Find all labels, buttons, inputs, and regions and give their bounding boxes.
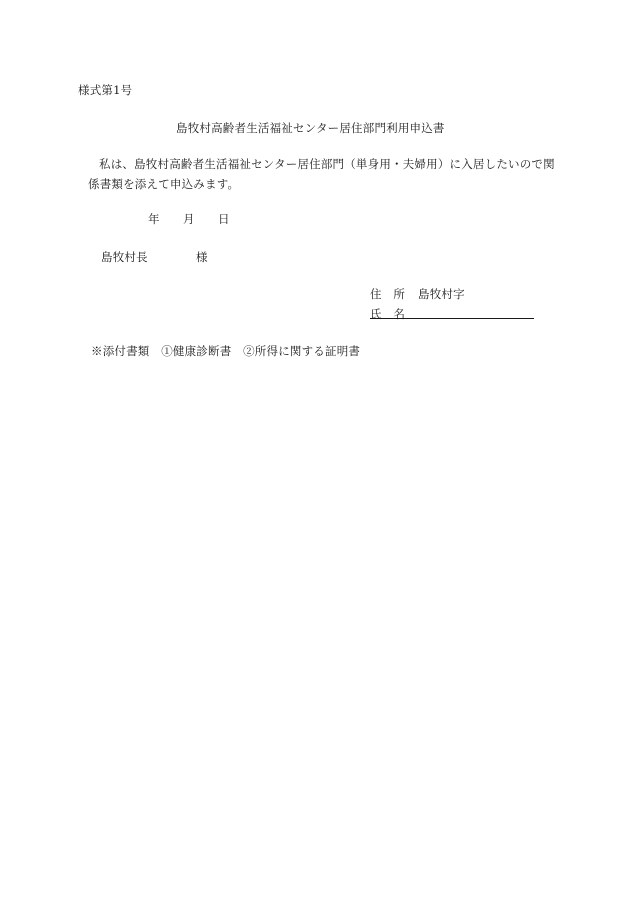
application-statement-line-2: 係書類を添えて申込みます。 [88,177,240,191]
document-title: 島牧村高齢者生活福祉センター居住部門利用申込書 [176,121,445,135]
address-label: 住 所 [370,287,406,301]
attachments-note: ※添付書類 ①健康診断書 ②所得に関する証明書 [91,344,361,358]
name-signature-line [370,318,534,319]
address-value: 島牧村字 [418,287,465,301]
date-month-label: 月 [183,212,195,226]
date-year-label: 年 [148,212,160,226]
form-number: 様式第1号 [78,83,133,97]
addressee-name: 島牧村長 [101,250,148,264]
application-statement-line-1: 私は、島牧村高齢者生活福祉センター居住部門（単身用・夫婦用）に入居したいので関 [99,157,555,171]
date-day-label: 日 [218,212,230,226]
name-label: 氏 名 [370,307,406,321]
addressee-honorific: 様 [196,250,208,264]
